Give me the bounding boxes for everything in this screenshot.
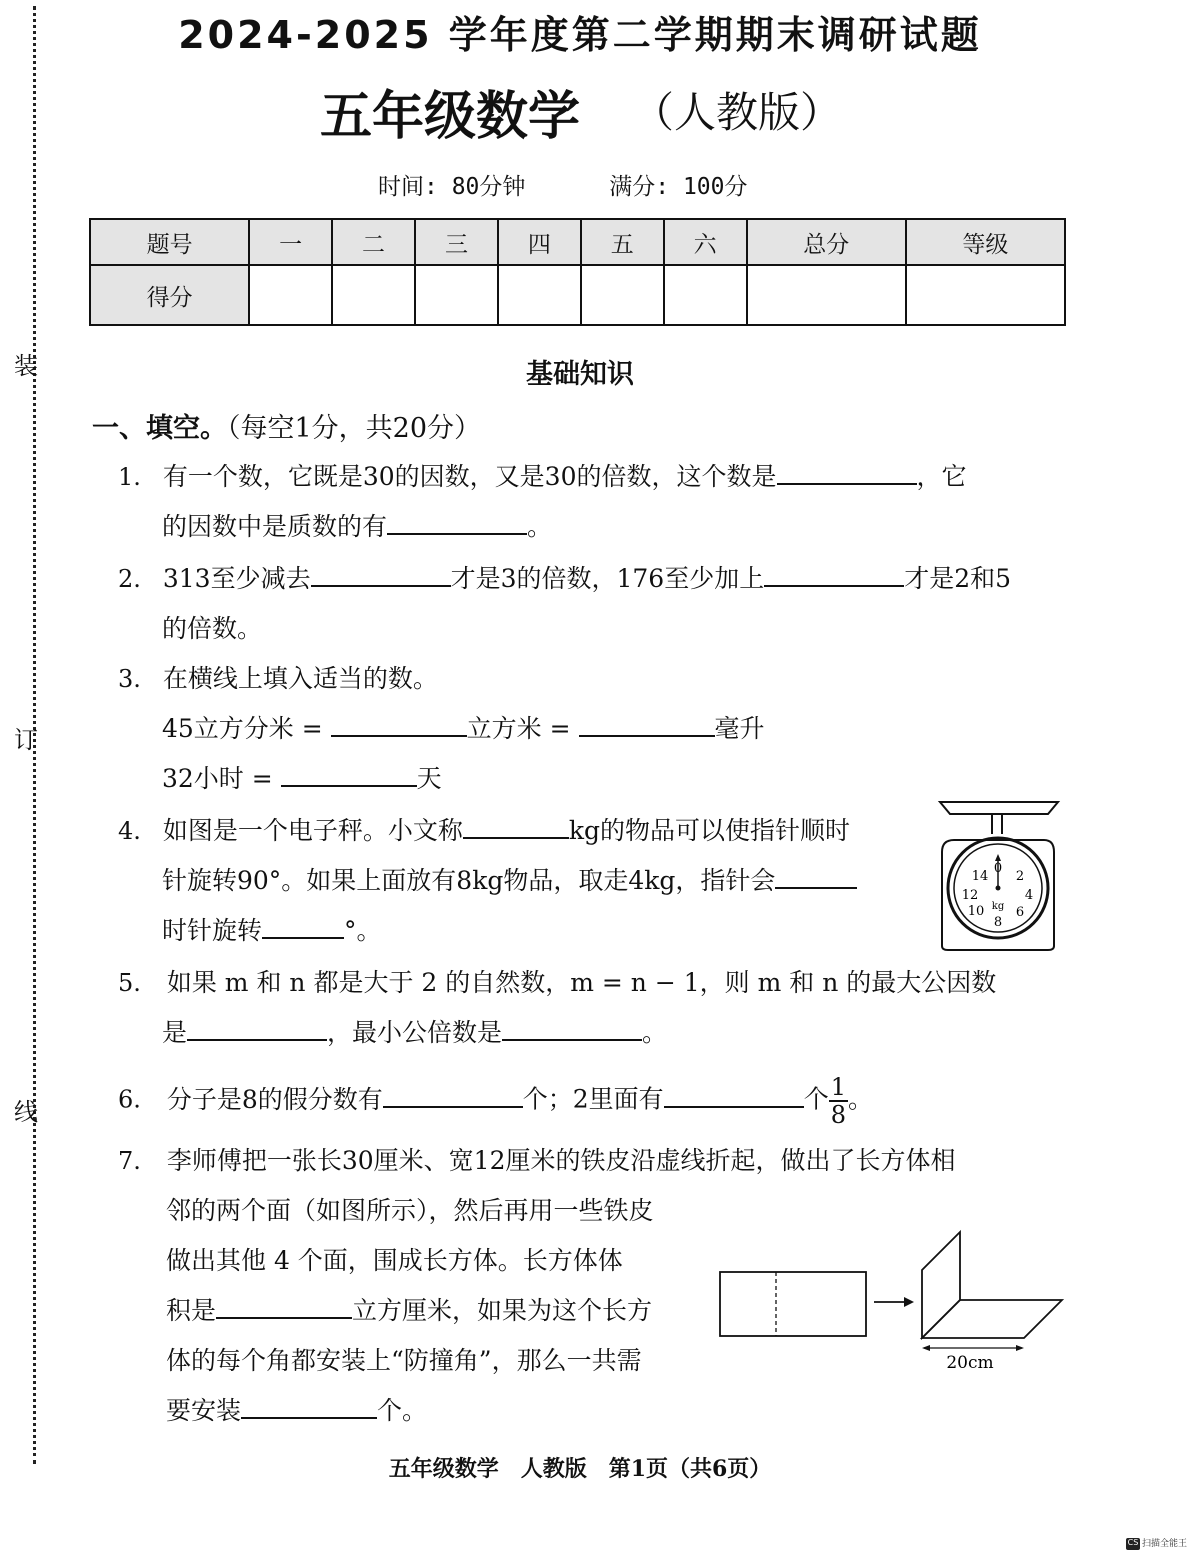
- flat-sheet: [720, 1272, 866, 1336]
- question-text: 45立方分米 =: [162, 714, 323, 743]
- score-input-cell[interactable]: [747, 265, 906, 325]
- table-cell: 总分: [747, 219, 906, 265]
- table-cell: 题号: [90, 219, 249, 265]
- answer-blank[interactable]: [387, 513, 527, 535]
- question-4-line-3: [162, 916, 382, 946]
- watermark-logo: CS: [1126, 1538, 1140, 1550]
- score-input-cell[interactable]: [906, 265, 1065, 325]
- question-7-line-1: [118, 1146, 956, 1176]
- question-text: 时针旋转: [162, 916, 263, 945]
- question-text: 才是2和5: [904, 564, 1012, 593]
- question-text: °。: [344, 916, 382, 945]
- question-text: 立方米 =: [466, 714, 571, 743]
- question-7-line-5: 体的每个角都安装上“防撞角”，那么一共需: [166, 1346, 642, 1375]
- table-cell: 得分: [90, 265, 249, 325]
- question-text: 个: [803, 1084, 829, 1114]
- question-text: 天: [416, 764, 442, 793]
- fraction-one-eighth: [829, 1074, 848, 1128]
- fraction-numerator: 1: [830, 1073, 846, 1101]
- answer-blank[interactable]: [311, 565, 451, 587]
- question-3-line-1: [118, 664, 438, 694]
- question-text: 如果 m 和 n 都是大于 2 的自然数，m = n − 1，则 m 和 n 的最大公因数: [166, 968, 997, 997]
- arrow-head-icon: [904, 1297, 914, 1307]
- question-number: 2.: [118, 565, 141, 593]
- edition-label: （人教版）: [632, 88, 843, 137]
- answer-blank[interactable]: [463, 817, 569, 839]
- dial-label-10: 10: [967, 904, 985, 919]
- scale-tray: [940, 802, 1058, 814]
- part-title-label: 一、填空。: [92, 413, 227, 444]
- question-text: ，最小公倍数是: [327, 1018, 503, 1047]
- dial-label-12: 12: [961, 888, 979, 903]
- question-text: 在横线上填入适当的数。: [162, 664, 438, 693]
- answer-blank[interactable]: [216, 1297, 352, 1319]
- question-2-line-2: [162, 614, 262, 644]
- table-cell: 一: [249, 219, 332, 265]
- question-1-line-2: [162, 512, 552, 542]
- answer-blank[interactable]: [281, 765, 417, 787]
- table-cell: 等级: [906, 219, 1065, 265]
- answer-blank[interactable]: [187, 1019, 327, 1041]
- score-input-cell[interactable]: [332, 265, 415, 325]
- question-7-line-4: [166, 1296, 652, 1326]
- answer-blank[interactable]: [502, 1019, 642, 1041]
- binding-char-zhuang: 装: [14, 352, 38, 380]
- score-table-header-row: [90, 219, 1065, 265]
- question-number: 4.: [118, 817, 141, 845]
- question-number: 3.: [118, 665, 141, 693]
- answer-blank[interactable]: [579, 715, 715, 737]
- question-text: 毫升: [714, 714, 765, 743]
- question-number: 1.: [118, 463, 141, 491]
- question-text: 的因数中是质数的有: [162, 512, 388, 541]
- question-4-line-2: [162, 866, 857, 896]
- subject-title: 五年级数学: [320, 86, 581, 147]
- question-text: 才是3的倍数，176至少加上: [450, 564, 765, 593]
- dial-label-14: 14: [971, 869, 989, 884]
- score-input-cell[interactable]: [664, 265, 747, 325]
- dimension-label: 20cm: [946, 1353, 994, 1373]
- score-input-cell[interactable]: [415, 265, 498, 325]
- question-text: 如图是一个电子秤。小文称: [162, 816, 463, 845]
- folded-sheet-figure: [714, 1226, 1064, 1386]
- question-number: 5.: [118, 969, 141, 997]
- question-text: 。: [847, 1084, 873, 1114]
- question-number: 7.: [118, 1147, 141, 1175]
- question-text: 个。: [377, 1396, 428, 1425]
- answer-blank[interactable]: [383, 1086, 523, 1108]
- dial-label-0: 0: [993, 861, 1003, 876]
- scale-pivot: [996, 886, 1001, 891]
- question-text: 是: [162, 1018, 188, 1047]
- question-7-line-6: [166, 1396, 427, 1426]
- table-cell: 四: [498, 219, 581, 265]
- question-text: 313至少减去: [162, 564, 311, 593]
- question-6-line-1: [118, 1074, 873, 1128]
- question-1-line-1: [118, 462, 967, 492]
- table-cell: 三: [415, 219, 498, 265]
- question-3-line-2: [162, 714, 765, 744]
- section-title: 基础知识: [526, 359, 634, 390]
- question-text: kg的物品可以使指针顺时: [568, 816, 851, 845]
- question-text: 。: [527, 512, 553, 541]
- question-text: 要安装: [166, 1396, 242, 1425]
- time-limit: 时间: 80分钟: [378, 174, 526, 200]
- question-text: 。: [642, 1018, 668, 1047]
- score-table: [89, 218, 1066, 326]
- binding-char-xian: 线: [14, 1098, 38, 1126]
- dial-label-8: 8: [993, 915, 1003, 930]
- dimension-arrow-left-icon: [922, 1345, 930, 1351]
- part-title-note: （每空1分，共20分）: [227, 413, 482, 444]
- answer-blank[interactable]: [664, 1086, 804, 1108]
- scale-pointer-tip: [995, 854, 1001, 861]
- exam-title: 2024-2025 学年度第二学期期末调研试题: [178, 13, 982, 57]
- kitchen-scale-figure: [936, 798, 1062, 954]
- page-footer: 五年级数学 人教版 第1页（共6页）: [388, 1456, 772, 1482]
- scanner-watermark: [1126, 1536, 1187, 1550]
- score-input-cell[interactable]: [249, 265, 332, 325]
- question-number: 6.: [118, 1085, 141, 1114]
- folded-bottom-face: [922, 1300, 1062, 1338]
- question-text: 针旋转90°。如果上面放有8kg物品，取走4kg，指针会: [162, 866, 776, 895]
- question-4-line-1: [118, 816, 850, 846]
- dimension-arrow-right-icon: [1016, 1345, 1024, 1351]
- answer-blank[interactable]: [777, 463, 917, 485]
- question-text: 个；2里面有: [522, 1084, 664, 1114]
- full-score: 满分: 100分: [609, 174, 748, 200]
- dial-label-4: 4: [1024, 888, 1034, 903]
- dial-unit-label: kg: [991, 901, 1005, 912]
- answer-blank[interactable]: [764, 565, 904, 587]
- watermark-text: 扫描全能王: [1142, 1539, 1188, 1549]
- question-2-line-1: [118, 564, 1011, 594]
- table-cell: 五: [581, 219, 664, 265]
- question-7-line-2: 邻的两个面（如图所示），然后再用一些铁皮: [166, 1196, 654, 1225]
- answer-blank[interactable]: [241, 1397, 377, 1419]
- part-title: [92, 406, 481, 445]
- question-5-line-1: [118, 968, 996, 998]
- dial-label-6: 6: [1015, 905, 1025, 920]
- question-text: 32小时 =: [162, 764, 273, 793]
- score-input-cell[interactable]: [498, 265, 581, 325]
- answer-blank[interactable]: [331, 715, 467, 737]
- score-table-score-row: [90, 265, 1065, 325]
- dial-label-2: 2: [1015, 869, 1025, 884]
- exam-meta: [378, 168, 818, 201]
- question-text: 立方厘米，如果为这个长方: [352, 1296, 653, 1325]
- question-text: ，它: [916, 462, 967, 491]
- question-3-line-3: [162, 764, 442, 794]
- question-text: 李师傅把一张长30厘米、宽12厘米的铁皮沿虚线折起，做出了长方体相: [166, 1146, 956, 1175]
- question-7-line-3: 做出其他 4 个面，围成长方体。长方体体: [166, 1246, 623, 1275]
- folded-vertical-face: [922, 1232, 960, 1338]
- answer-blank[interactable]: [262, 917, 344, 939]
- question-5-line-2: [162, 1018, 667, 1048]
- binding-char-ding: 订: [14, 726, 38, 754]
- question-text: 的倍数。: [162, 614, 263, 643]
- table-cell: 六: [664, 219, 747, 265]
- fraction-denominator: 8: [830, 1101, 846, 1129]
- question-text: 积是: [166, 1296, 217, 1325]
- answer-blank[interactable]: [775, 867, 857, 889]
- score-input-cell[interactable]: [581, 265, 664, 325]
- table-cell: 二: [332, 219, 415, 265]
- question-text: 有一个数，它既是30的因数，又是30的倍数，这个数是: [162, 462, 777, 491]
- question-text: 分子是8的假分数有: [166, 1084, 383, 1114]
